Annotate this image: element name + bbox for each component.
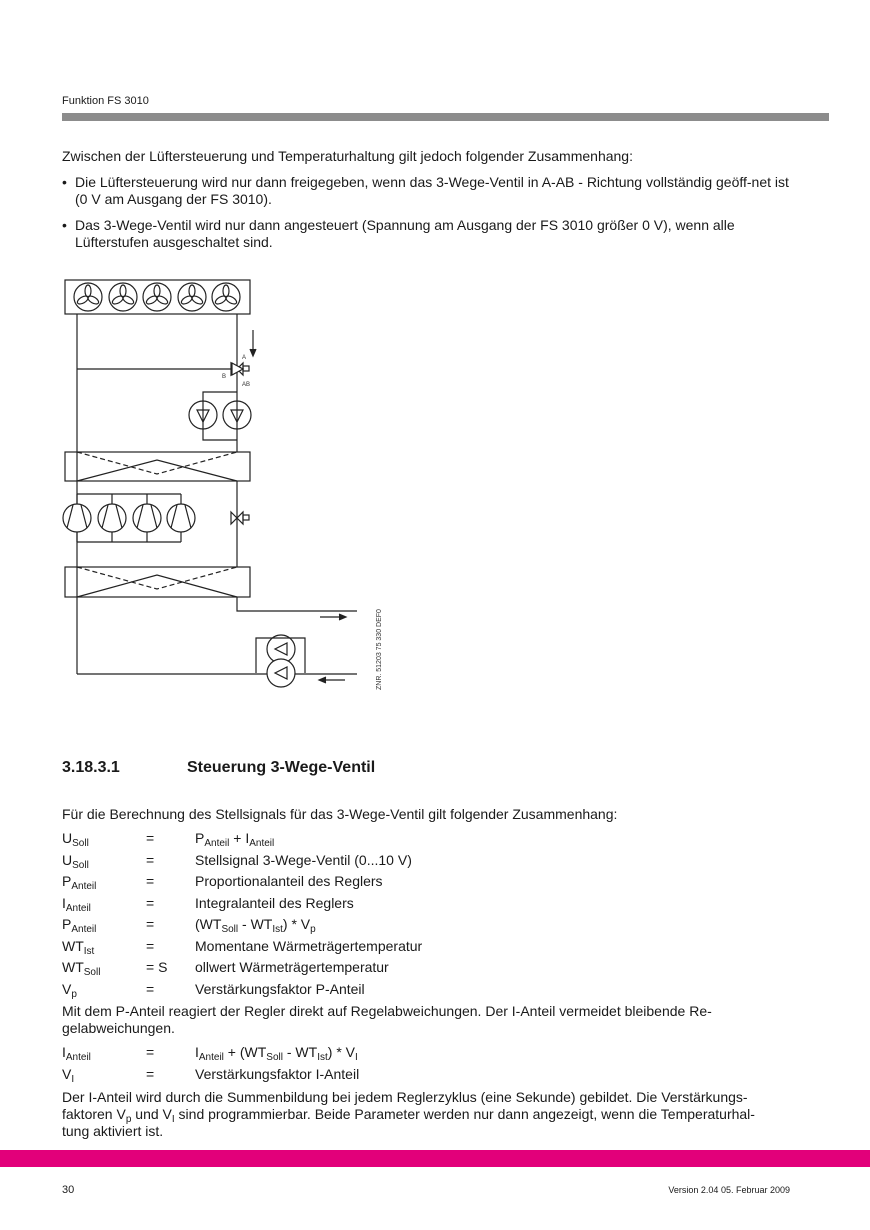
port-label-b: B xyxy=(222,374,227,380)
compressor-icon xyxy=(133,504,161,532)
definition: Verstärkungsfaktor P-Anteil xyxy=(195,980,365,997)
fan-icon xyxy=(74,283,102,311)
fan-icon xyxy=(109,283,137,311)
bullet-icon: • xyxy=(62,174,67,190)
section-title: Steuerung 3-Wege-Ventil xyxy=(187,759,376,776)
compressor-icon xyxy=(98,504,126,532)
definition: $I_{Anteil} + (WT_{Soll} - WT_{Ist}) * V_I$ xyxy=(195,1044,358,1063)
symbol: $V_I$ xyxy=(62,1065,75,1085)
section-number: 3.18.3.1 xyxy=(62,759,120,776)
symbol: $I_{Anteil}$ xyxy=(62,1044,91,1063)
page-number: 30 xyxy=(62,1184,75,1196)
symbol: $U_{Soll}$ xyxy=(62,851,89,871)
equals: = S xyxy=(146,959,168,975)
definition: $(WT_{Soll} - WT_{Ist}) * V_p$ xyxy=(195,916,316,935)
equals: = xyxy=(146,1065,155,1082)
definition: Verstärkungsfaktor I-Anteil xyxy=(195,1065,360,1082)
bullet-icon: • xyxy=(62,217,67,233)
equals: = xyxy=(146,851,155,868)
fan-icon xyxy=(178,283,206,311)
equals: = xyxy=(146,980,155,997)
equals: = xyxy=(146,894,155,911)
symbol: $P_{Anteil}$ xyxy=(62,916,97,935)
compressor-icon xyxy=(167,504,195,532)
port-label-a: A xyxy=(242,355,247,361)
definition: Integralanteil des Reglers xyxy=(195,894,354,911)
three-way-valve-icon xyxy=(231,363,249,375)
equals: = xyxy=(146,916,155,932)
definition: Proportionalanteil des Reglers xyxy=(195,873,383,889)
formula-intro: Für die Berechnung des Stellsignals für das 3-Wege-Ventil gilt folgender Zusammenhang: xyxy=(62,806,618,822)
equals: = xyxy=(146,1044,155,1060)
symbol: $V_p$ xyxy=(62,980,77,1000)
version-info: Version 2.04 05. Februar 2009 xyxy=(668,1185,790,1195)
valve-icon xyxy=(231,512,249,524)
pump-icon xyxy=(267,659,295,687)
definition: Stellsignal 3-Wege-Ventil (0...10 V) xyxy=(195,851,412,868)
fan-icon xyxy=(143,283,171,311)
running-header: Funktion FS 3010 xyxy=(62,95,149,107)
symbol: $WT_{Soll}$ xyxy=(62,959,101,978)
symbol: $U_{Soll}$ xyxy=(62,830,89,849)
bullet-text: Die Lüftersteuerung wird nur dann freigegeben, wenn das 3-Wege-Ventil in A-AB - Richtung vollständig geöff-net ist (0 V am Ausgang der FS 3010). xyxy=(75,174,789,207)
drawing-number: ZNR. 51203 75 330 DEF0 xyxy=(376,609,383,690)
port-label-ab: AB xyxy=(242,382,251,388)
definition: $P_{Anteil} + I_{Anteil}$ xyxy=(195,830,275,849)
bullet-text: Das 3-Wege-Ventil wird nur dann angesteuert (Spannung am Ausgang der FS 3010 größer 0 V), wenn alle Lüfterstufen ausgeschaltet sind. xyxy=(75,217,735,250)
definition: ollwert Wärmeträgertemperatur xyxy=(195,959,389,975)
p-anteil-paragraph: Mit dem P-Anteil reagiert der Regler direkt auf Regelabweichungen. Der I-Anteil vermeidet bleibende Re-gelabweichungen. xyxy=(62,1003,712,1036)
definition: Momentane Wärmeträgertemperatur xyxy=(195,937,423,954)
symbol: $P_{Anteil}$ xyxy=(62,873,97,892)
intro-paragraph: Zwischen der Lüftersteuerung und Temperaturhaltung gilt jedoch folgender Zusammenhang: xyxy=(62,148,633,164)
closing-paragraph: Der I-Anteil wird durch die Summenbildung bei jedem Reglerzyklus (eine Sekunde) gebildet. Die Verstärkungs- faktoren $V_p$ und $V_I$ sind programmierbar. Beide Parameter werden nur dann angezeigt, wenn die Temperaturhal-tung aktiviert ist. xyxy=(62,1089,755,1139)
symbol: $I_{Anteil}$ xyxy=(62,894,91,914)
footer-bar xyxy=(0,1150,870,1167)
equals: = xyxy=(146,830,155,846)
equals: = xyxy=(146,873,155,889)
fan-icon xyxy=(212,283,240,311)
symbol: $WT_{Ist}$ xyxy=(62,937,95,957)
equals: = xyxy=(146,937,155,954)
compressor-icon xyxy=(63,504,91,532)
